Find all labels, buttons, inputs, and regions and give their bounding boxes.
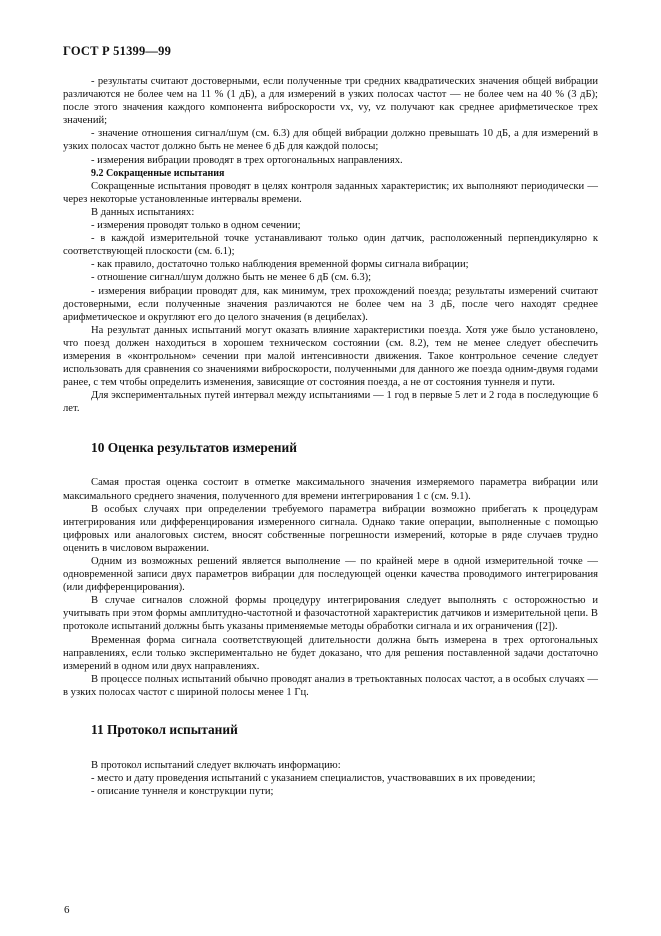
- paragraph: - измерения вибрации проводят в трех ортогональных направлениях.: [91, 154, 403, 166]
- paragraph: Самая простая оценка состоит в отметке максимального значения измеряемого параметра вибрации или максимального среднего значения, полученного для времени интегрирования 1 с (см. 9.1).: [63, 477, 598, 502]
- paragraph: В протокол испытаний следует включать информацию:: [91, 760, 341, 772]
- paragraph: В данных испытаниях:: [91, 206, 195, 218]
- paragraph: - отношение сигнал/шум должно быть не менее 6 дБ (см. 6.3);: [91, 272, 372, 284]
- paragraph: - как правило, достаточно только наблюдения временной формы сигнала вибрации;: [91, 259, 469, 271]
- subsection-heading: 9.2 Сокращенные испытания: [91, 167, 225, 179]
- document-header: ГОСТ Р 51399—99: [63, 44, 172, 58]
- paragraph: - место и дату проведения испытаний с указанием специалистов, участвовавших в их проведении;: [91, 773, 536, 785]
- page-number: 6: [64, 904, 70, 916]
- paragraph: В случае сигналов сложной формы процедуру интегрирования следует выполнять с осторожностью и учитывать при этом формы амплитудно-частотной и фазочастотной характеристик датчиков и измерительной цепи. В протоколе испытаний должны быть указаны применяемые методы обработки сигнала и их ограничения ([2]).: [63, 595, 598, 633]
- paragraph: Сокращенные испытания проводят в целях контроля заданных характеристик; их выполняют периодически — через некоторые установленные интервалы времени.: [63, 180, 598, 205]
- paragraph: - описание туннеля и конструкции пути;: [91, 786, 274, 798]
- paragraph: Для экспериментальных путей интервал между испытаниями — 1 год в первые 5 лет и 2 года в последующие 6 лет.: [63, 390, 598, 415]
- paragraph: - результаты считают достоверными, если полученные три средних квадратических значения общей вибрации различаются не более чем на 11 % (1 дБ), а для измерений в узких полосах частот — не более чем на 40 % (3 дБ); после этого значения каждого компонента виброскорости vx, vy, vz получают как среднее арифметическое трех значений;: [63, 76, 598, 127]
- section-heading: 11 Протокол испытаний: [91, 722, 238, 738]
- section-heading: 10 Оценка результатов измерений: [91, 440, 297, 456]
- paragraph: В процессе полных испытаний обычно проводят анализ в третьоктавных полосах частот, а в особых случаях — в узких полосах частот с шириной полосы менее 1 Гц.: [63, 673, 598, 698]
- paragraph: - измерения вибрации проводят для, как минимум, трех прохождений поезда; результаты измерений считают достоверными, если полученные значения различаются не более чем на 3 дБ, после чего находят среднее арифметическое и округляют его до целого значения (в децибелах).: [63, 285, 598, 323]
- document-page: [63, 44, 598, 798]
- paragraph: - значение отношения сигнал/шум (см. 6.3) для общей вибрации должно превышать 10 дБ, а для измерений в узких полосах частот должно быть не менее 6 дБ для каждой полосы;: [63, 128, 598, 153]
- paragraph: Временная форма сигнала соответствующей длительности должна быть измерена в трех ортогональных направлениях, если только экспериментально не будет доказано, что для решения поставленной задачи достаточно измерений в одном или двух направлениях.: [63, 634, 598, 672]
- paragraph: - измерения проводят только в одном сечении;: [91, 220, 301, 232]
- paragraph: - в каждой измерительной точке устанавливают только один датчик, расположенный перпендикулярно к соответствующей плоскости (см. 6.1);: [63, 233, 598, 258]
- paragraph: На результат данных испытаний могут оказать влияние характеристики поезда. Хотя уже было установлено, что поезд должен находиться в хорошем техническом состоянии (см. 8.2), тем не менее следует обеспечить измерения в «контрольном» сечении при малой интенсивности движения. Такое контрольное сечение следует использовать для сравнения со значениями виброскорости, полученными для данного же поезда одним-двумя годами ранее, с тем чтобы определить изменения, зависящие от состояния поезда, а не от состояния туннеля и пути.: [63, 324, 598, 389]
- paragraph: В особых случаях при определении требуемого параметра вибрации возможно прибегать к процедурам интегрирования или дифференцирования измеренного сигнала. Однако такие операции, выполненные с помощью цифровых или аналоговых систем, вносят собственные погрешности измерений, которые в ряде случаев трудно оценить в числовом выражении.: [63, 503, 598, 554]
- paragraph: Одним из возможных решений является выполнение — по крайней мере в одной измерительной точке — одновременной записи двух параметров вибрации для последующей оценки качества проводимого интегрирования (или дифференцирования).: [63, 556, 598, 594]
